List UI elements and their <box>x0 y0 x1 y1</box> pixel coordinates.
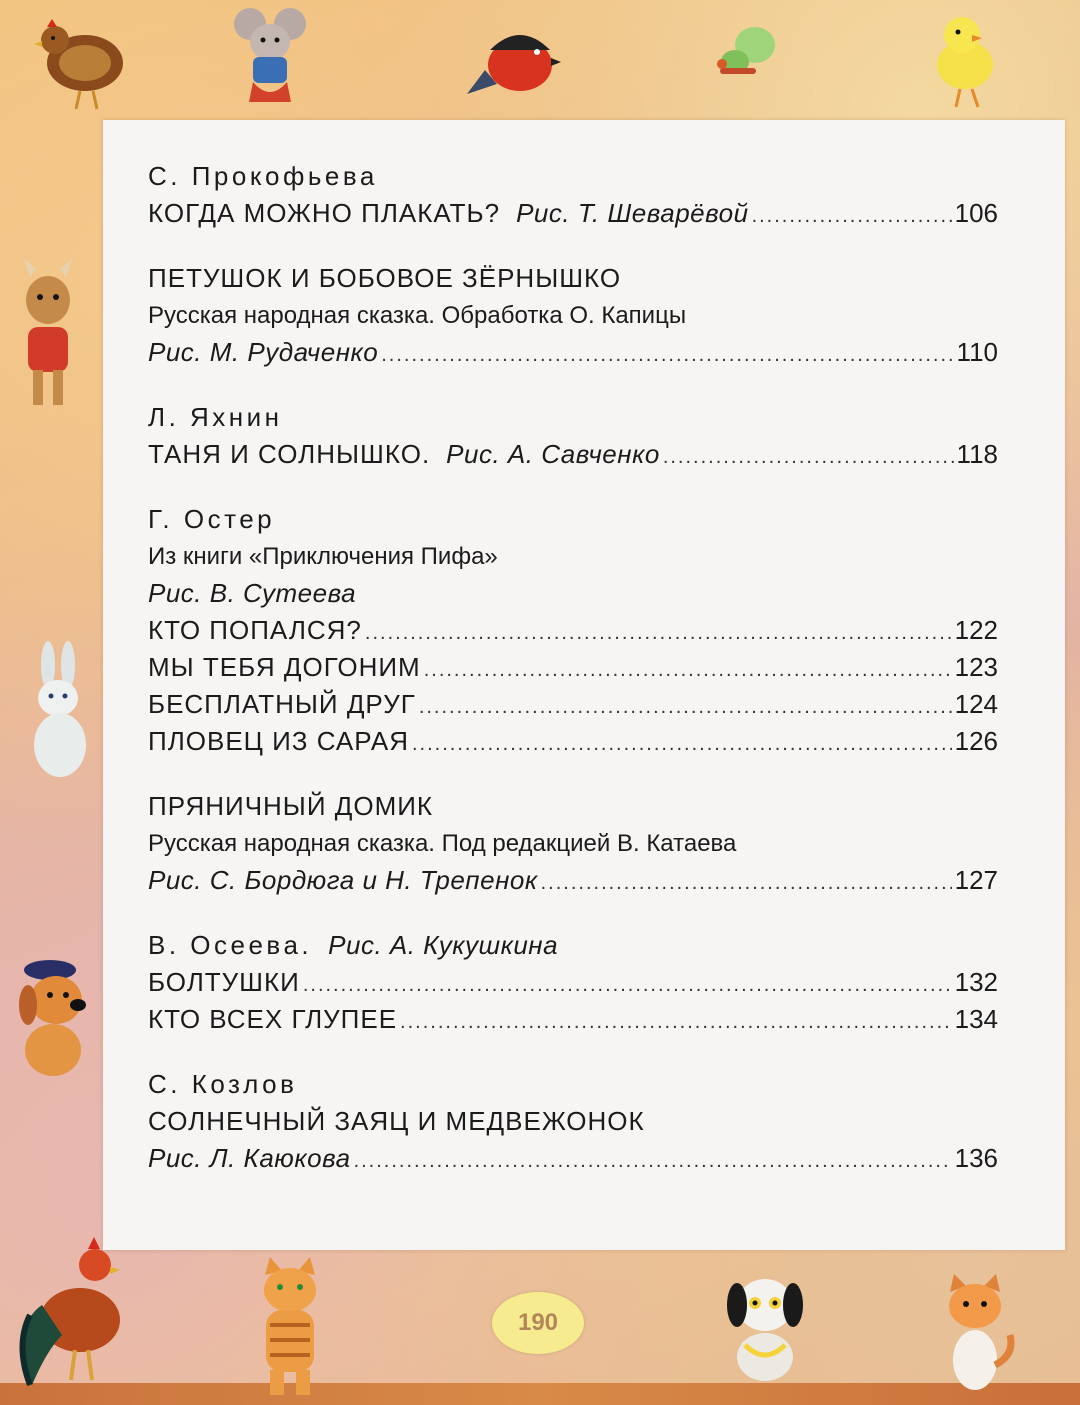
dog-icon <box>8 950 103 1080</box>
dot-leader <box>419 689 952 726</box>
rabbit-icon <box>20 640 100 790</box>
rooster-icon <box>10 1235 150 1395</box>
entry-page-number: 127 <box>954 865 998 895</box>
entry-title: Рис. Л. Каюкова <box>148 1143 351 1173</box>
entry-title: Рис. С. Бордюга и Н. Трепенок <box>148 865 538 895</box>
dot-leader <box>400 1004 952 1041</box>
author-name: С. Козлов <box>148 1069 298 1099</box>
entry-page-number: 122 <box>954 615 998 645</box>
dot-leader <box>365 615 952 652</box>
entry-text <box>148 195 749 232</box>
entry-page-number: 110 <box>956 337 998 367</box>
entry-title: Рис. М. Рудаченко <box>148 337 379 367</box>
author-name: Г. Остер <box>148 504 276 534</box>
table-of-contents <box>148 158 998 1177</box>
dot-leader <box>381 337 953 374</box>
bullfinch-icon <box>465 20 575 110</box>
story-title: ПЕТУШОК И БОБОВОЕ ЗЁРНЫШКО <box>148 263 622 293</box>
section-gap <box>148 1038 998 1066</box>
entry-text <box>148 436 660 473</box>
entry-page-number: 106 <box>954 198 998 228</box>
goat-icon <box>8 255 88 415</box>
dot-leader <box>752 198 952 235</box>
entry-page-number: 134 <box>954 1004 998 1034</box>
section-gap <box>148 232 998 260</box>
toc-entry <box>148 1001 998 1038</box>
section-gap <box>148 760 998 788</box>
author-line <box>148 927 998 964</box>
dot-leader <box>412 726 952 763</box>
butterfly-icon <box>700 20 780 90</box>
entry-title: КТО ВСЕХ ГЛУПЕЕ <box>148 1004 398 1034</box>
toc-section <box>148 788 998 899</box>
toc-section <box>148 399 998 473</box>
entry-page-number: 126 <box>954 726 998 756</box>
section-gap <box>148 473 998 501</box>
toc-section <box>148 501 998 760</box>
entry-title: КТО ПОПАЛСЯ? <box>148 615 362 645</box>
illustrator-credit: Рис. А. Савченко <box>446 439 660 469</box>
section-gap <box>148 371 998 399</box>
story-title: СОЛНЕЧНЫЙ ЗАЯЦ И МЕДВЕЖОНОК <box>148 1106 645 1136</box>
dot-leader <box>354 1143 952 1180</box>
dot-leader <box>303 967 952 1004</box>
page-bottom-edge <box>0 1383 1080 1405</box>
entry-title: БЕСПЛАТНЫЙ ДРУГ <box>148 689 416 719</box>
puppy-icon <box>715 1265 815 1390</box>
entry-text <box>148 334 378 371</box>
entry-title: КОГДА МОЖНО ПЛАКАТЬ? <box>148 198 501 228</box>
toc-entry <box>148 1140 998 1177</box>
toc-entry <box>148 436 998 473</box>
entry-text <box>148 1001 397 1038</box>
toc-entry <box>148 686 998 723</box>
entry-text <box>148 862 538 899</box>
toc-section <box>148 1066 998 1177</box>
dot-leader <box>424 652 952 689</box>
story-subtitle: Из книги «Приключения Пифа» <box>148 543 498 570</box>
illustrator-credit: Рис. В. Сутеева <box>148 578 357 608</box>
illustrator-credit: Рис. Т. Шеварёвой <box>516 198 749 228</box>
toc-section <box>148 260 998 371</box>
entry-text <box>148 612 362 649</box>
entry-title: БОЛТУШКИ <box>148 967 300 997</box>
entry-title: ТАНЯ И СОЛНЫШКО. <box>148 439 431 469</box>
page-number-badge <box>492 1292 584 1354</box>
entry-title: МЫ ТЕБЯ ДОГОНИМ <box>148 652 421 682</box>
author-name: Л. Яхнин <box>148 402 283 432</box>
story-subtitle: Русская народная сказка. Обработка О. Капицы <box>148 302 687 329</box>
entry-text <box>148 1140 351 1177</box>
toc-section <box>148 158 998 232</box>
author-name: С. Прокофьева <box>148 161 378 191</box>
toc-entry <box>148 612 998 649</box>
entry-page-number: 124 <box>954 689 998 719</box>
toc-entry <box>148 862 998 899</box>
page-number: 190 <box>517 1309 559 1336</box>
section-gap <box>148 899 998 927</box>
entry-text <box>148 686 416 723</box>
toc-entry <box>148 334 998 371</box>
cat-icon <box>240 1255 340 1400</box>
dot-leader <box>541 865 952 902</box>
chick-icon <box>920 5 1010 115</box>
toc-entry <box>148 195 998 232</box>
dot-leader <box>663 439 954 476</box>
entry-text <box>148 964 300 1001</box>
kitten-icon <box>930 1270 1020 1395</box>
toc-section <box>148 927 998 1038</box>
entry-page-number: 118 <box>956 439 998 469</box>
toc-entry <box>148 723 998 760</box>
story-title: ПРЯНИЧНЫЙ ДОМИК <box>148 791 434 821</box>
toc-entry <box>148 964 998 1001</box>
author-name: В. Осеева. <box>148 930 313 960</box>
entry-text <box>148 649 421 686</box>
entry-page-number: 136 <box>954 1143 998 1173</box>
illustrator-credit: Рис. А. Кукушкина <box>328 930 559 960</box>
entry-title: ПЛОВЕЦ ИЗ САРАЯ <box>148 726 409 756</box>
toc-entry <box>148 649 998 686</box>
story-subtitle: Русская народная сказка. Под редакцией В. Катаева <box>148 830 737 857</box>
hen-icon <box>25 5 135 115</box>
entry-page-number: 123 <box>954 652 998 682</box>
mouse-icon <box>225 2 315 122</box>
entry-page-number: 132 <box>954 967 998 997</box>
entry-text <box>148 723 409 760</box>
